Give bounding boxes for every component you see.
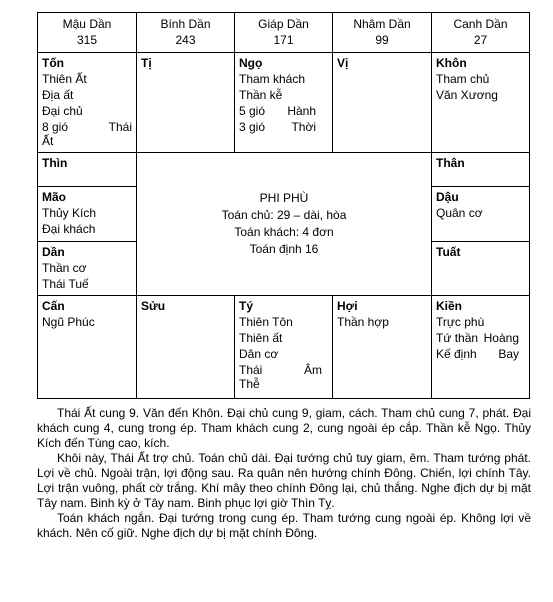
palace-line: Văn Xương xyxy=(436,88,498,102)
paragraph: Thái Ất cung 9. Văn đến Khôn. Đại chủ cung 9, giam, cách. Tham chủ cung 7, phát. Đại khách cung 4, cung trong ép. Tham khách cung 2, cung ngoài ép cắp. Thần kễ Ngọ. Thủy Kích đến Tùng cao, kích. xyxy=(37,406,531,450)
interpretation-text xyxy=(37,406,531,541)
header-cell-4 xyxy=(333,13,432,53)
thai-at-chart-grid xyxy=(37,12,530,399)
header-cell-5 xyxy=(432,13,530,53)
header-value: 243 xyxy=(175,33,196,47)
palace-line: Thiên Tôn xyxy=(239,315,293,329)
palace-line: Ất xyxy=(42,134,54,148)
palace-dan xyxy=(38,242,137,296)
palace-title: Hợi xyxy=(337,299,358,313)
palace-line: Địa ất xyxy=(42,88,74,102)
palace-title: Tý xyxy=(239,299,254,313)
header-name: Nhâm Dần xyxy=(353,17,411,31)
palace-title: Tuất xyxy=(436,245,461,259)
palace-line: Hành xyxy=(287,104,316,118)
palace-line: 8 gió xyxy=(42,120,69,134)
header-cell-1 xyxy=(38,13,137,53)
palace-title: Dậu xyxy=(436,190,459,204)
header-name: Canh Dần xyxy=(453,17,508,31)
palace-line: Bay xyxy=(498,347,519,361)
palace-title: Kiền xyxy=(436,299,463,313)
palace-line: Thái xyxy=(239,363,263,377)
palace-vi xyxy=(333,53,432,153)
palace-line: Thiên ất xyxy=(239,331,283,345)
palace-line: Hoàng xyxy=(483,331,519,345)
palace-title: Thìn xyxy=(42,156,68,170)
palace-line: Tham chủ xyxy=(436,72,490,86)
palace-tuat xyxy=(432,242,530,296)
palace-ty xyxy=(235,296,333,399)
palace-than xyxy=(432,153,530,187)
palace-suu xyxy=(137,296,235,399)
palace-title: Ngọ xyxy=(239,56,263,70)
palace-ti xyxy=(137,53,235,153)
palace-line: Thái Tuế xyxy=(42,277,89,291)
palace-title: Sửu xyxy=(141,299,166,313)
palace-line: 3 gió xyxy=(239,120,266,134)
palace-line: Thái xyxy=(108,120,132,134)
palace-title: Vị xyxy=(337,56,349,70)
palace-line: Tứ thần xyxy=(436,331,479,345)
palace-title: Cấn xyxy=(42,299,65,313)
palace-dau xyxy=(432,187,530,242)
palace-title: Khôn xyxy=(436,56,467,70)
palace-ton xyxy=(38,53,137,153)
palace-line: Trực phù xyxy=(436,315,485,329)
palace-line: Đại khách xyxy=(42,222,96,236)
palace-line: Thần cơ xyxy=(42,261,87,275)
header-value: 99 xyxy=(375,33,389,47)
palace-thin xyxy=(38,153,137,187)
palace-line: Tham khách xyxy=(239,72,306,86)
palace-title: Tị xyxy=(141,56,152,70)
palace-title: Mão xyxy=(42,190,66,204)
paragraph: Khôi này, Thái Ất trợ chủ. Toán chủ dài. Đại tướng chủ tuy giam, êm. Tham tướng phát. Lợi về chủ. Ngoài trận, lợi động sau. Ra quân nên hướng chính Đông. Chiến, lợi chính Tây. Lợi trận vuông, phất cờ trắng. Khí mây theo chính Đông lại, chủ thắng. Nghe địch dự bị mặt Tây nam. Binh kỳ ở Tây nam. Binh phục lợi giờ Thìn Tỵ. xyxy=(37,451,531,510)
palace-line: Thiên Ất xyxy=(42,72,87,86)
palace-line: Quân cơ xyxy=(436,206,483,220)
palace-line: Đại chủ xyxy=(42,104,83,118)
palace-title: Tốn xyxy=(42,56,64,70)
center-line: Toán chủ: 29 – dài, hòa xyxy=(221,208,347,222)
center-line: Toán khách: 4 đơn xyxy=(234,225,334,239)
header-value: 27 xyxy=(473,33,488,47)
header-name: Mậu Dần xyxy=(62,17,112,31)
palace-mao xyxy=(38,187,137,242)
center-summary xyxy=(137,153,432,296)
palace-title: Dần xyxy=(42,245,65,259)
paragraph: Toán khách ngắn. Đại tướng trong cung ép. Tham tướng cung ngoài ép. Không lợi về khách. Nên cố giữ. Nghe địch dự bị mặt chính Đông. xyxy=(37,511,531,540)
palace-line: Thời xyxy=(291,120,316,134)
header-cell-3 xyxy=(235,13,333,53)
palace-line: Âm xyxy=(304,363,322,377)
palace-line: Dân cơ xyxy=(239,347,279,361)
palace-line: Kế định xyxy=(436,347,477,361)
header-value: 315 xyxy=(76,33,98,47)
header-value: 171 xyxy=(273,33,294,47)
palace-line: Thần hợp xyxy=(337,315,389,329)
palace-ngo xyxy=(235,53,333,153)
palace-line: Thủy Kích xyxy=(42,206,97,220)
center-line: Toán định 16 xyxy=(249,242,319,256)
header-cell-2 xyxy=(137,13,235,53)
palace-khon xyxy=(432,53,530,153)
palace-line: Ngũ Phúc xyxy=(42,315,95,329)
palace-can xyxy=(38,296,137,399)
palace-kien xyxy=(432,296,530,399)
palace-line: 5 gió xyxy=(239,104,266,118)
palace-title: Thân xyxy=(436,156,465,170)
palace-line: Thễ xyxy=(239,377,260,391)
palace-hoi xyxy=(333,296,432,399)
center-title: PHI PHÙ xyxy=(259,191,309,205)
header-name: Bính Dần xyxy=(160,17,211,31)
header-name: Giáp Dần xyxy=(258,17,309,31)
palace-line: Thần kễ xyxy=(239,88,283,102)
